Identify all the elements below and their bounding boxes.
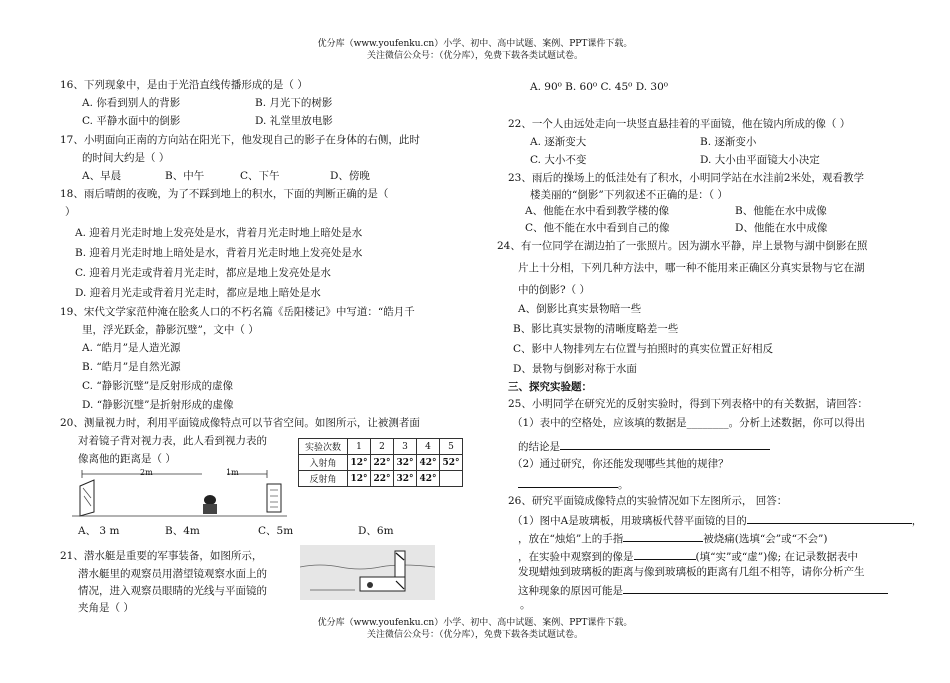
table-cell: 12° xyxy=(348,455,371,471)
q20-option-b: B、4m xyxy=(165,525,200,537)
q18-option-a: A. 迎着月光走时地上发亮处是水，背着月光走时地上暗处是水 xyxy=(75,227,363,239)
q26-purpose-blank[interactable] xyxy=(747,512,912,524)
table-cell: 32° xyxy=(394,471,417,487)
q26-reason-label: 这种现象的原因可能是 xyxy=(518,585,623,597)
q25-conclusion-label: 的结论是 xyxy=(518,441,560,453)
question-24: 24、有一位同学在湖边拍了一张照片。因为湖水平静，岸上景物与湖中倒影在照 xyxy=(497,240,868,252)
question-26-line2 xyxy=(518,530,827,546)
q22-option-b: B. 逐渐变小 xyxy=(700,136,757,148)
question-25-part1-conclusion xyxy=(518,438,770,454)
question-26-end: 。 xyxy=(520,599,531,611)
q17-option-b: B、中午 xyxy=(165,170,205,182)
footer-line-1: 优分库（www.youfenku.cn）小学、初中、高中试题、案例、PPT课件下载。 xyxy=(317,618,633,628)
header-line-2: 关注微信公众号：（优分库），免费下载各类试题试卷。 xyxy=(366,51,583,61)
q23-option-a: A、他能在水中看到教学楼的像 xyxy=(525,205,670,217)
table-cell: 32° xyxy=(394,455,417,471)
question-19-line2: 里，浮光跃金，静影沉璧”，文中（ ） xyxy=(82,324,259,336)
q20-option-c: C、5m xyxy=(258,525,294,537)
question-23-line2: 楼美丽的“倒影”下列叙述不正确的是：（ ） xyxy=(530,189,728,201)
q24-option-c: C、影中人物排列左右位置与拍照时的真实位置正好相反 xyxy=(513,343,774,355)
experiment-table xyxy=(298,438,463,487)
question-25-part1: （1）表中的空格处，应该填的数据是________。分析上述数据，你可以得出 xyxy=(512,417,866,429)
q19-option-c: C. “静影沉璧”是反射形成的虚像 xyxy=(82,380,234,392)
table-row xyxy=(299,455,463,471)
question-26-line3 xyxy=(518,548,858,564)
q24-option-a: A、倒影比真实景物暗一些 xyxy=(518,303,642,315)
table-cell: 1 xyxy=(348,439,371,455)
question-26-part1 xyxy=(512,512,922,528)
figure-label-2m: 2m xyxy=(140,468,153,477)
footer-line-2: 关注微信公众号：（优分库），免费下载各类试题试卷。 xyxy=(366,630,583,640)
q26-purpose-label: （1）图中A是玻璃板，用玻璃板代替平面镜的目的 xyxy=(512,515,747,527)
question-19: 19、宋代文学家范仲淹在脍炙人口的不朽名篇《岳阳楼记》中写道：“皓月千 xyxy=(60,306,415,318)
question-25-part2-answer xyxy=(518,476,629,492)
q23-option-b: B、他能在水中成像 xyxy=(735,205,827,217)
table-cell: 实验次数 xyxy=(299,439,348,455)
q26-finger-hint: 被烧痛(选填“会”或“不会”) xyxy=(703,533,828,545)
header-line-1: 优分库（www.youfenku.cn）小学、初中、高中试题、案例、PPT课件下载。 xyxy=(317,39,633,49)
q26-comma: ， xyxy=(911,515,923,527)
q26-finger-label: ，放在“烛焰”上的手指 xyxy=(518,533,624,545)
q18-option-b: B. 迎着月光走时地上暗处是水，背着月光走时地上发亮处是水 xyxy=(75,247,363,259)
section-3-title: 三、探究实验题： xyxy=(508,381,592,393)
question-24-line3: 中的倒影?（ ） xyxy=(518,284,590,296)
table-cell: 42° xyxy=(417,471,440,487)
q22-option-a: A. 逐渐变大 xyxy=(530,136,587,148)
table-cell: 3 xyxy=(394,439,417,455)
question-18: 18、雨后晴朗的夜晚，为了不踩到地上的积水，下面的判断正确的是（ xyxy=(60,188,389,200)
q16-option-a: A. 你看到别人的背影 xyxy=(82,97,181,109)
q23-option-c: C、他不能在水中看到自己的像 xyxy=(525,222,670,234)
q17-option-d: D、傍晚 xyxy=(330,170,370,182)
q21-options: A. 90⁰ B. 60⁰ C. 45⁰ D. 30⁰ xyxy=(530,81,668,93)
q24-option-d: D、景物与倒影对称于水面 xyxy=(513,363,637,375)
q18-option-d: D. 迎着月光走或背着月光走时，都应是地上暗处是水 xyxy=(75,287,321,299)
question-17: 17、小明面向正南的方向站在阳光下，他发现自己的影子在身体的右侧，此时 xyxy=(60,134,420,146)
q19-option-b: B. “皓月”是自然光源 xyxy=(82,361,181,373)
question-25: 25、小明同学在研究光的反射实验时，得到下列表格中的有关数据，请回答： xyxy=(508,398,868,410)
q26-image-blank[interactable] xyxy=(634,548,696,560)
table-cell: 22° xyxy=(371,455,394,471)
table-row xyxy=(299,471,463,487)
figure-label-1m: 1m xyxy=(226,468,239,477)
q16-option-b: B. 月光下的树影 xyxy=(255,97,333,109)
question-25-part2: （2）通过研究，你还能发现哪些其他的规律？ xyxy=(512,458,729,470)
table-cell xyxy=(440,471,463,487)
q26-image-hint: (填“实”或“虚”)像; 在记录数据表中 xyxy=(695,551,859,563)
table-cell: 42° xyxy=(417,455,440,471)
q19-option-a: A. “皓月”是人造光源 xyxy=(82,342,181,354)
q17-option-c: C、下午 xyxy=(240,170,280,182)
q20-option-d: D、6m xyxy=(358,525,394,537)
question-26-line4: 发现蜡烛到玻璃板的距离与像到玻璃板的距离有几组不相等，请你分析产生 xyxy=(518,566,865,578)
table-cell: 反射角 xyxy=(299,471,348,487)
question-16: 16、下列现象中，是由于光沿直线传播形成的是（ ） xyxy=(60,79,308,91)
question-20-line3: 像离他的距离是（ ） xyxy=(78,453,176,465)
q25-period: 。 xyxy=(618,479,629,491)
q26-image-label: ，在实验中观察到的像是 xyxy=(518,551,634,563)
q26-reason-blank[interactable] xyxy=(623,582,888,594)
table-row xyxy=(299,439,463,455)
question-21: 21、潜水艇是重要的军事装备，如图所示， xyxy=(60,550,263,562)
question-22: 22、一个人由远处走向一块竖直悬挂着的平面镜，他在镜内所成的像（ ） xyxy=(508,118,851,130)
table-cell: 22° xyxy=(371,471,394,487)
table-cell: 4 xyxy=(417,439,440,455)
vision-test-figure xyxy=(72,466,292,520)
question-23: 23、雨后的操场上的低洼处有了积水，小明同学站在水洼前2米处，观看教学 xyxy=(508,172,865,184)
question-20: 20、测量视力时，利用平面镜成像特点可以节省空间。如图所示，让被测者面 xyxy=(60,417,420,429)
q20-option-a: A、 3 m xyxy=(78,525,120,537)
table-cell: 12° xyxy=(348,471,371,487)
q19-option-d: D. “静影沉璧”是折射形成的虚像 xyxy=(82,399,234,411)
q18-option-c: C. 迎着月光走或背着月光走时，都应是地上发亮处是水 xyxy=(75,267,331,279)
question-26-line5 xyxy=(518,582,888,598)
q25-conclusion-blank[interactable] xyxy=(560,438,770,450)
q22-option-c: C. 大小不变 xyxy=(530,154,587,166)
question-21-line2: 潜水艇里的观察员用潜望镜观察水面上的 xyxy=(78,568,267,580)
table-cell: 52° xyxy=(440,455,463,471)
q16-option-c: C. 平静水面中的倒影 xyxy=(82,115,181,127)
q22-option-d: D. 大小由平面镜大小决定 xyxy=(700,154,820,166)
q16-option-d: D. 礼堂里放电影 xyxy=(255,115,333,127)
q17-option-a: A、早晨 xyxy=(82,170,122,182)
question-21-line3: 情况，进入观察员眼睛的光线与平面镜的 xyxy=(78,585,267,597)
q24-option-b: B、影比真实景物的清晰度略差一些 xyxy=(513,323,679,335)
question-18-line2: ） xyxy=(65,206,76,218)
table-cell: 5 xyxy=(440,439,463,455)
q25-rule-blank[interactable] xyxy=(518,476,618,488)
question-26: 26、研究平面镜成像特点的实验情况如下左图所示， 回答： xyxy=(508,495,788,507)
question-24-line2: 片上十分相，下列几种方法中，哪一种不能用来正确区分真实景物与它在湖 xyxy=(518,262,865,274)
question-21-line4: 夹角是（ ） xyxy=(78,602,134,614)
q26-finger-blank[interactable] xyxy=(623,530,703,542)
table-cell: 2 xyxy=(371,439,394,455)
q23-option-d: D、他能在水中成像 xyxy=(735,222,828,234)
table-cell: 入射角 xyxy=(299,455,348,471)
question-17-line2: 的时间大约是（ ） xyxy=(82,152,170,164)
periscope-figure xyxy=(300,545,435,600)
question-20-line2: 对着镜子背对视力表，此人看到视力表的 xyxy=(78,435,267,447)
